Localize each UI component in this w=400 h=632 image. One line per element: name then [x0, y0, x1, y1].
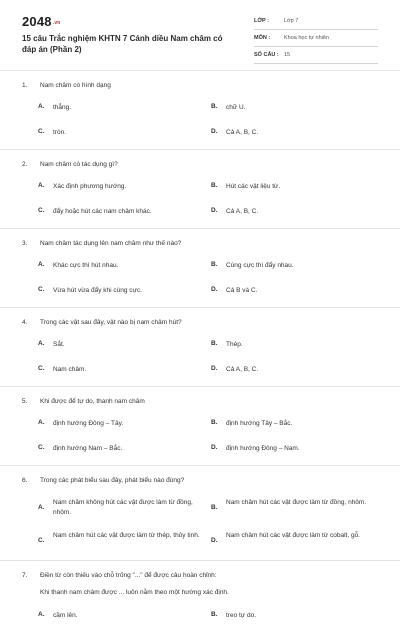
option-letter: C. — [38, 128, 45, 135]
question-text: Khi được để tự do, thanh nam châm — [40, 398, 145, 405]
option-text: Cả A, B, C. — [226, 366, 259, 373]
option-d[interactable] — [211, 440, 376, 465]
option-b[interactable] — [211, 415, 376, 440]
option-letter: D. — [211, 537, 218, 544]
option-letter: D. — [211, 444, 218, 451]
question-header — [0, 150, 400, 178]
option-letter: A. — [38, 182, 45, 189]
meta-value: 15 — [284, 52, 291, 58]
option-c[interactable] — [38, 282, 203, 307]
meta-value: Khoa học tự nhiên — [284, 35, 329, 41]
option-text: Nam châm hút các vật được làm từ cobalt, gỗ. — [226, 532, 360, 539]
question-header — [0, 71, 400, 99]
question-text: Điền từ còn thiếu vào chỗ trống "..." để được câu hoàn chỉnh: — [40, 572, 217, 579]
question-header — [0, 387, 400, 415]
option-text: định hướng Nam – Bắc. — [53, 445, 123, 452]
option-b[interactable] — [211, 336, 376, 361]
question-header — [0, 466, 400, 494]
question-number: 5. — [22, 398, 28, 405]
option-c[interactable] — [38, 527, 203, 560]
option-text: Cả A, B, C. — [226, 208, 259, 215]
option-row — [0, 99, 400, 124]
option-letter: D. — [211, 365, 218, 372]
option-group — [0, 607, 400, 632]
option-row — [0, 124, 400, 149]
option-text: Nam châm không hút các vật được làm từ đồng, nhôm. — [53, 499, 193, 516]
option-letter: B. — [211, 182, 218, 189]
option-group — [0, 178, 400, 228]
option-letter: A. — [38, 611, 45, 618]
question-stem — [0, 589, 400, 603]
meta-row-subject — [254, 32, 378, 47]
option-row — [0, 415, 400, 440]
option-b[interactable] — [211, 99, 376, 124]
option-letter: B. — [211, 103, 218, 110]
question-text: Trong các vật sau đây, vật nào bị nam châm hút? — [40, 319, 182, 326]
document-header — [0, 0, 400, 66]
option-letter: C. — [38, 286, 45, 293]
option-letter: A. — [38, 340, 45, 347]
option-letter: B. — [211, 419, 218, 426]
question — [0, 149, 400, 228]
question-number: 1. — [22, 82, 28, 89]
option-row — [0, 494, 400, 527]
option-b[interactable] — [211, 257, 376, 282]
question-text: Nam châm có hình dạng — [40, 82, 111, 89]
option-text: thẳng. — [53, 104, 72, 111]
option-text: Cả B và C. — [226, 287, 258, 294]
option-text: Cùng cực thì đẩy nhau. — [226, 262, 294, 269]
meta-key: MÔN : — [254, 35, 271, 41]
option-row — [0, 440, 400, 465]
option-row — [0, 178, 400, 203]
option-letter: A. — [38, 261, 45, 268]
option-text: Khác cực thì hút nhau. — [53, 262, 119, 269]
option-c[interactable] — [38, 124, 203, 149]
option-text: Nam châm hút các vật được làm từ thép, thủy tinh. — [53, 532, 200, 539]
question-list — [0, 70, 400, 632]
option-letter: D. — [211, 128, 218, 135]
option-b[interactable] — [211, 607, 376, 632]
option-letter: C. — [38, 444, 45, 451]
question-number: 2. — [22, 161, 28, 168]
option-a[interactable] — [38, 415, 203, 440]
option-row — [0, 282, 400, 307]
question-header — [0, 308, 400, 336]
option-a[interactable] — [38, 336, 203, 361]
option-group — [0, 257, 400, 307]
option-a[interactable] — [38, 494, 203, 527]
question-number: 4. — [22, 319, 28, 326]
option-text: đẩy hoặc hút các nam châm khác. — [53, 208, 152, 215]
question — [0, 386, 400, 465]
option-group — [0, 494, 400, 560]
option-d[interactable] — [211, 282, 376, 307]
option-text: Sắt. — [53, 341, 65, 348]
logo-suffix: .vn — [52, 19, 61, 26]
option-text: Xác định phương hướng. — [53, 183, 127, 190]
question-number: 6. — [22, 477, 28, 484]
question-number: 7. — [22, 572, 28, 579]
option-row — [0, 336, 400, 361]
option-text: tròn. — [53, 129, 67, 136]
option-letter: A. — [38, 504, 45, 511]
option-text: định hướng Tây – Bắc. — [226, 420, 293, 427]
option-text: Cả A, B, C. — [226, 129, 259, 136]
meta-value: Lớp 7 — [284, 18, 299, 24]
option-row — [0, 361, 400, 386]
meta-key: SỐ CÂU : — [254, 52, 279, 58]
option-a[interactable] — [38, 99, 203, 124]
meta-panel — [254, 15, 378, 66]
question — [0, 228, 400, 307]
question-stem-text: Khi thanh nam châm được ... luôn nằm theo một hướng xác định. — [40, 589, 229, 596]
option-letter: A. — [38, 103, 45, 110]
option-text: định hướng Đông – Nam. — [226, 445, 300, 452]
option-group — [0, 336, 400, 386]
option-d[interactable] — [211, 527, 376, 560]
question — [0, 70, 400, 149]
option-text: Thép. — [226, 341, 243, 348]
option-d[interactable] — [211, 124, 376, 149]
option-text: Nam châm. — [53, 366, 87, 373]
option-b[interactable] — [211, 178, 376, 203]
meta-row-count — [254, 49, 378, 64]
question — [0, 307, 400, 386]
logo-text: 2048 — [22, 14, 52, 29]
option-text: Nam châm hút các vật được làm từ đồng, nhôm. — [226, 499, 367, 506]
question-text: Nam châm tác dụng lên nam châm như thế nào? — [40, 240, 182, 247]
question — [0, 560, 400, 632]
option-c[interactable] — [38, 440, 203, 465]
option-b[interactable] — [211, 494, 376, 527]
question — [0, 465, 400, 560]
meta-key: LỚP : — [254, 18, 269, 24]
option-group — [0, 415, 400, 465]
option-row — [0, 203, 400, 228]
option-letter: B. — [211, 340, 218, 347]
question-text: Nam châm có tác dụng gì? — [40, 161, 118, 168]
option-text: treo tự do. — [226, 612, 257, 619]
option-text: Vừa hút vừa đẩy khi cùng cực. — [53, 287, 142, 294]
option-letter: C. — [38, 207, 45, 214]
option-row — [0, 257, 400, 282]
option-letter: C. — [38, 537, 45, 544]
option-a[interactable] — [38, 607, 203, 632]
option-a[interactable] — [38, 257, 203, 282]
option-text: chữ U. — [226, 104, 246, 111]
site-logo[interactable] — [22, 14, 61, 29]
meta-row-class — [254, 15, 378, 30]
option-row — [0, 607, 400, 632]
option-row — [0, 527, 400, 560]
option-c[interactable] — [38, 203, 203, 228]
document-title: 15 câu Trắc nghiệm KHTN 7 Cánh diều Nam châm có đáp án (Phần 2) — [22, 34, 223, 54]
option-letter: B. — [211, 261, 218, 268]
option-letter: D. — [211, 286, 218, 293]
option-text: Hút các vật liệu từ. — [226, 183, 281, 190]
option-text: cầm lên. — [53, 612, 78, 619]
question-number: 3. — [22, 240, 28, 247]
option-c[interactable] — [38, 361, 203, 386]
option-letter: C. — [38, 365, 45, 372]
option-letter: D. — [211, 207, 218, 214]
option-group — [0, 99, 400, 149]
question-header — [0, 229, 400, 257]
option-letter: B. — [211, 611, 218, 618]
option-d[interactable] — [211, 203, 376, 228]
option-letter: A. — [38, 419, 45, 426]
question-text: Trong các phát biểu sau đây, phát biểu nào đúng? — [40, 477, 185, 484]
option-d[interactable] — [211, 361, 376, 386]
option-letter: B. — [211, 504, 218, 511]
option-a[interactable] — [38, 178, 203, 203]
option-text: định hướng Đông – Tây. — [53, 420, 124, 427]
question-header — [0, 561, 400, 589]
